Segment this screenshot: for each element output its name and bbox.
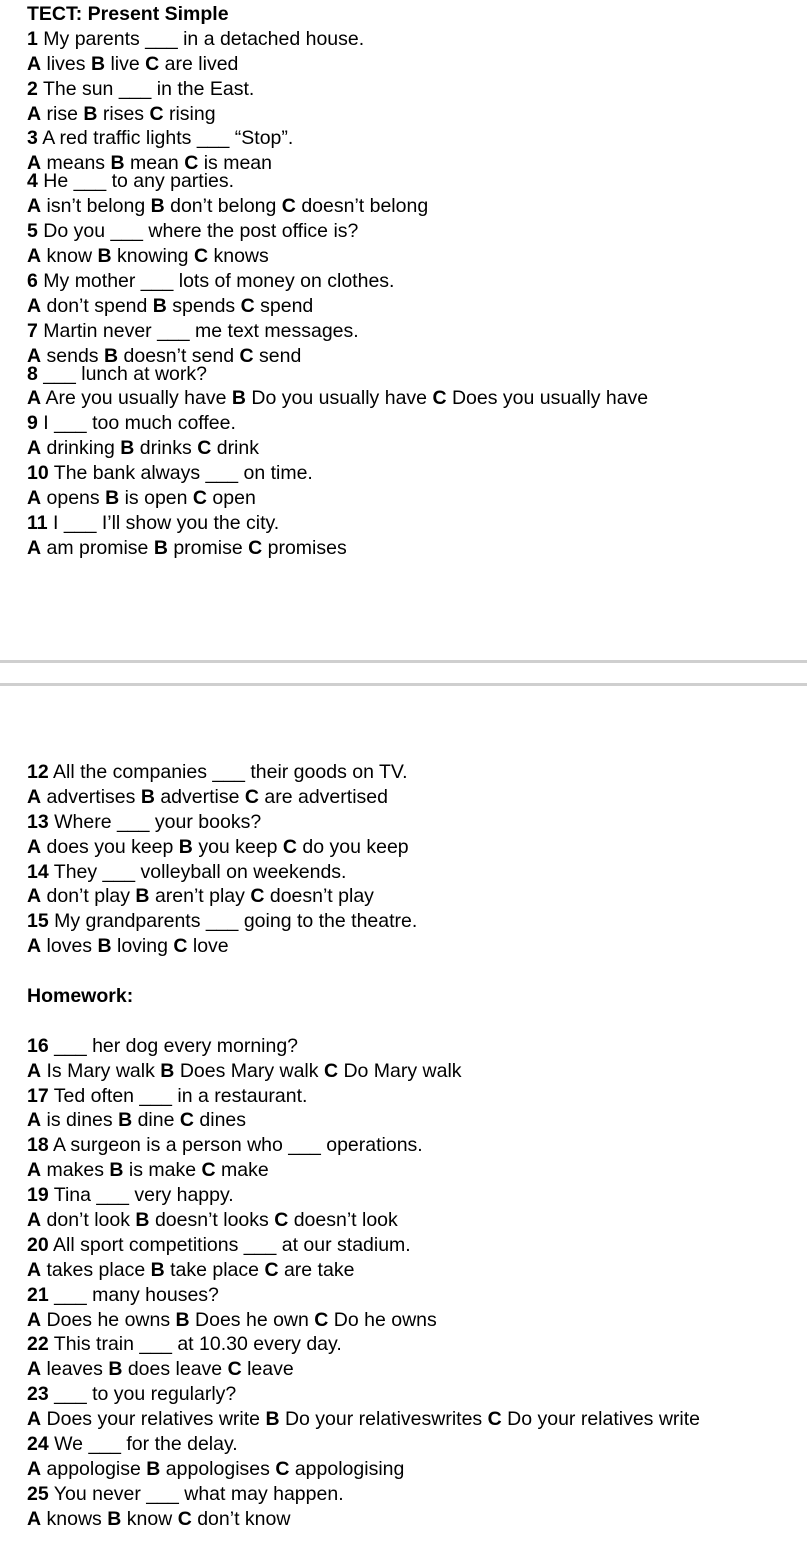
option-letter-b: B xyxy=(135,885,150,908)
option-text-c[interactable]: love xyxy=(192,935,229,958)
option-letter-c: C xyxy=(275,1457,290,1480)
question-text: ___ many houses? xyxy=(54,1283,219,1306)
question-number: 2 xyxy=(27,77,38,100)
option-text-a[interactable]: takes place xyxy=(46,1258,146,1281)
question-14 xyxy=(27,860,807,885)
question-text: My grandparents ___ going to the theatre. xyxy=(54,910,418,933)
question-17 xyxy=(27,1084,807,1109)
question-11 xyxy=(27,511,807,536)
option-text-c[interactable]: leave xyxy=(247,1358,294,1381)
option-text-c[interactable]: is mean xyxy=(203,152,272,170)
option-letter-b: B xyxy=(265,1408,280,1431)
question-text: ___ lunch at work? xyxy=(43,362,207,385)
option-text-a[interactable]: Does he owns xyxy=(46,1308,171,1331)
answer-options-5 xyxy=(27,244,807,269)
question-number: 24 xyxy=(27,1433,49,1456)
option-text-c[interactable]: doesn’t look xyxy=(293,1209,398,1232)
option-text-c[interactable]: drink xyxy=(216,437,259,460)
option-text-a[interactable]: makes xyxy=(46,1159,104,1182)
option-letter-c: C xyxy=(193,245,209,268)
answer-options-11 xyxy=(27,536,807,561)
answer-options-19 xyxy=(27,1208,807,1233)
answer-options-9 xyxy=(27,436,807,461)
question-number: 20 xyxy=(27,1233,49,1256)
question-text: We ___ for the delay. xyxy=(54,1433,238,1456)
option-text-a[interactable]: opens xyxy=(46,487,100,510)
option-letter-a: A xyxy=(27,437,42,460)
answer-options-1 xyxy=(27,52,807,77)
option-text-a[interactable]: don’t play xyxy=(46,885,130,908)
option-letter-b: B xyxy=(153,536,168,559)
option-text-b[interactable]: Do you usually have xyxy=(251,387,428,410)
option-letter-b: B xyxy=(135,1209,150,1232)
page-divider-top xyxy=(0,660,807,663)
question-number: 23 xyxy=(27,1383,49,1406)
answer-options-20 xyxy=(27,1258,807,1283)
option-letter-b: B xyxy=(175,1308,190,1331)
option-letter-b: B xyxy=(140,785,155,808)
question-text: This train ___ at 10.30 every day. xyxy=(53,1333,342,1356)
option-text-c[interactable]: are lived xyxy=(164,52,239,75)
option-text-c[interactable]: doesn’t belong xyxy=(301,195,429,218)
question-text: They ___ volleyball on weekends. xyxy=(53,860,347,883)
option-text-b[interactable]: dine xyxy=(137,1109,175,1132)
option-letter-a: A xyxy=(27,536,42,559)
homework-heading: Homework: xyxy=(27,985,134,1008)
question-text: He ___ to any parties. xyxy=(43,170,235,193)
option-text-b[interactable]: doesn’t looks xyxy=(154,1209,269,1232)
option-text-b[interactable]: Do your relativeswrites xyxy=(284,1408,483,1431)
question-18 xyxy=(27,1133,807,1158)
option-letter-c: C xyxy=(149,102,164,125)
question-number: 3 xyxy=(27,127,38,150)
option-letter-c: C xyxy=(487,1408,502,1431)
option-letter-b: B xyxy=(105,487,120,510)
answer-options-10 xyxy=(27,486,807,511)
page-divider-bottom xyxy=(0,683,807,686)
option-letter-a: A xyxy=(27,1109,42,1132)
option-letter-a: A xyxy=(27,1358,42,1381)
answer-options-6 xyxy=(27,294,807,319)
question-text: ___ to you regularly? xyxy=(54,1383,237,1406)
option-text-b[interactable]: live xyxy=(110,52,140,75)
option-letter-c: C xyxy=(173,935,188,958)
option-letter-a: A xyxy=(27,1408,42,1431)
question-text: I ___ I’ll show you the city. xyxy=(53,511,280,534)
question-number: 12 xyxy=(27,761,49,783)
option-text-c[interactable]: Do Mary walk xyxy=(343,1059,462,1082)
question-text: I ___ too much coffee. xyxy=(43,412,236,435)
question-21 xyxy=(27,1283,807,1308)
question-2 xyxy=(27,77,807,102)
answer-options-21 xyxy=(27,1308,807,1333)
option-letter-b: B xyxy=(152,294,167,317)
question-number: 11 xyxy=(27,511,48,534)
question-text: All sport competitions ___ at our stadium. xyxy=(53,1233,411,1256)
answer-options-24 xyxy=(27,1457,807,1482)
option-letter-b: B xyxy=(109,1159,124,1182)
answer-options-2 xyxy=(27,102,807,127)
option-letter-c: C xyxy=(323,1059,339,1082)
question-15 xyxy=(27,909,807,934)
option-text-b[interactable]: appologises xyxy=(165,1457,270,1480)
option-letter-b: B xyxy=(146,1457,161,1480)
option-text-a[interactable]: appologise xyxy=(46,1457,141,1480)
answer-options-18 xyxy=(27,1158,807,1183)
question-3 xyxy=(27,126,807,151)
option-letter-a: A xyxy=(27,935,42,958)
option-text-a[interactable]: am promise xyxy=(46,536,149,559)
question-number: 25 xyxy=(27,1482,49,1505)
question-number: 4 xyxy=(27,170,38,193)
option-text-a[interactable]: don’t look xyxy=(46,1209,130,1232)
option-letter-a: A xyxy=(27,102,42,125)
question-number: 17 xyxy=(27,1084,49,1107)
option-letter-b: B xyxy=(97,935,112,958)
option-letter-b: B xyxy=(97,245,112,268)
option-text-c[interactable]: Do he owns xyxy=(333,1308,437,1331)
question-16 xyxy=(27,1034,807,1059)
option-text-a[interactable]: is dines xyxy=(46,1109,113,1132)
answer-options-22 xyxy=(27,1357,807,1382)
test-section-2 xyxy=(27,760,807,1532)
option-text-b[interactable]: know xyxy=(126,1507,173,1530)
question-text: Where ___ your books? xyxy=(54,810,262,833)
option-text-a[interactable]: don’t spend xyxy=(46,294,148,317)
option-letter-b: B xyxy=(90,52,106,75)
answer-options-15 xyxy=(27,934,807,959)
question-text: The bank always ___ on time. xyxy=(53,462,313,485)
option-letter-c: C xyxy=(145,52,160,75)
option-text-a[interactable]: lives xyxy=(46,52,86,75)
option-letter-a: A xyxy=(27,785,42,808)
answer-options-16 xyxy=(27,1059,807,1084)
option-text-a[interactable]: leaves xyxy=(46,1358,103,1381)
option-letter-b: B xyxy=(108,1358,123,1381)
question-number: 18 xyxy=(27,1134,49,1157)
question-number: 7 xyxy=(27,319,38,342)
question-1 xyxy=(27,27,807,52)
option-letter-c: C xyxy=(201,1159,216,1182)
question-19 xyxy=(27,1183,807,1208)
question-4 xyxy=(27,169,807,194)
option-letter-b: B xyxy=(160,1059,175,1082)
option-letter-a: A xyxy=(27,1507,42,1530)
question-list-1 xyxy=(27,27,807,561)
answer-options-14 xyxy=(27,884,807,909)
option-letter-c: C xyxy=(244,785,259,808)
question-number: 22 xyxy=(27,1333,49,1356)
option-text-b[interactable]: knowing xyxy=(116,245,189,268)
option-text-b[interactable]: don’t belong xyxy=(170,195,277,218)
option-letter-c: C xyxy=(240,294,255,317)
question-text: Tina ___ very happy. xyxy=(53,1184,234,1207)
option-text-c[interactable]: do you keep xyxy=(302,835,409,858)
question-number: 16 xyxy=(27,1034,49,1057)
question-6 xyxy=(27,269,807,294)
question-number: 14 xyxy=(27,860,49,883)
option-text-c[interactable]: are advertised xyxy=(264,785,388,808)
option-text-b[interactable]: loving xyxy=(116,935,168,958)
option-text-c[interactable]: are take xyxy=(283,1258,355,1281)
option-letter-b: B xyxy=(107,1507,122,1530)
spacer xyxy=(27,1009,807,1034)
option-letter-c: C xyxy=(264,1258,279,1281)
question-number: 9 xyxy=(27,412,38,435)
option-letter-a: A xyxy=(27,1159,42,1182)
option-letter-a: A xyxy=(27,245,42,268)
question-20 xyxy=(27,1233,807,1258)
question-13 xyxy=(27,810,807,835)
option-text-b[interactable]: aren’t play xyxy=(154,885,245,908)
option-text-b[interactable]: you keep xyxy=(198,835,278,858)
option-letter-b: B xyxy=(110,152,125,170)
option-text-c[interactable]: open xyxy=(212,487,256,510)
option-text-a[interactable]: isn’t belong xyxy=(46,195,146,218)
option-text-c[interactable]: spend xyxy=(260,294,314,317)
option-text-c[interactable]: don’t know xyxy=(197,1507,291,1530)
option-letter-a: A xyxy=(27,344,42,362)
option-letter-a: A xyxy=(27,294,42,317)
option-text-c[interactable]: promises xyxy=(267,536,347,559)
option-letter-c: C xyxy=(177,1507,192,1530)
option-text-c[interactable]: send xyxy=(259,344,302,362)
test-section-1 xyxy=(27,2,807,561)
question-number: 8 xyxy=(27,362,38,385)
option-text-a[interactable]: drinking xyxy=(46,437,115,460)
answer-options-4 xyxy=(27,194,807,219)
option-letter-a: A xyxy=(27,1059,42,1082)
option-text-a[interactable]: Are you usually have xyxy=(45,387,227,410)
option-letter-c: C xyxy=(184,152,199,170)
question-text: My mother ___ lots of money on clothes. xyxy=(43,269,395,292)
option-text-b[interactable]: is open xyxy=(124,487,188,510)
option-letter-b: B xyxy=(150,1258,165,1281)
question-22 xyxy=(27,1332,807,1357)
option-text-c[interactable]: doesn’t play xyxy=(269,885,374,908)
option-text-a[interactable]: means xyxy=(46,152,106,170)
answer-options-8 xyxy=(27,386,807,411)
question-text: The sun ___ in the East. xyxy=(42,77,255,100)
homework-list xyxy=(27,1034,807,1532)
option-letter-a: A xyxy=(27,52,42,75)
option-text-c[interactable]: make xyxy=(221,1159,269,1182)
option-text-b[interactable]: spends xyxy=(172,294,236,317)
option-text-a[interactable]: rise xyxy=(46,102,78,125)
answer-options-23 xyxy=(27,1407,807,1432)
option-text-b[interactable]: take place xyxy=(170,1258,260,1281)
option-letter-c: C xyxy=(432,387,447,410)
option-letter-c: C xyxy=(239,344,254,362)
option-text-a[interactable]: know xyxy=(46,245,93,268)
option-text-a[interactable]: advertises xyxy=(46,785,136,808)
option-letter-c: C xyxy=(281,195,296,218)
option-text-a[interactable]: Is Mary walk xyxy=(46,1059,155,1082)
question-10 xyxy=(27,461,807,486)
question-text: All the companies ___ their goods on TV. xyxy=(53,761,408,783)
option-letter-c: C xyxy=(197,437,212,460)
spacer xyxy=(27,959,807,984)
option-text-a[interactable]: does you keep xyxy=(46,835,174,858)
option-letter-a: A xyxy=(27,387,42,410)
page-title: TECT: Present Simple xyxy=(27,3,229,25)
option-text-a[interactable]: knows xyxy=(46,1507,102,1530)
option-letter-b: B xyxy=(231,387,246,410)
question-text: My parents ___ in a detached house. xyxy=(43,27,365,50)
question-number: 15 xyxy=(27,910,49,933)
question-number: 19 xyxy=(27,1184,49,1207)
option-letter-b: B xyxy=(118,1109,133,1132)
question-24 xyxy=(27,1432,807,1457)
answer-options-12 xyxy=(27,785,807,810)
option-letter-c: C xyxy=(274,1209,289,1232)
question-text: A red traffic lights ___ “Stop”. xyxy=(42,127,294,150)
question-8 xyxy=(27,362,807,387)
question-number: 6 xyxy=(27,269,38,292)
question-text: A surgeon is a person who ___ operations. xyxy=(53,1134,423,1157)
option-text-b[interactable]: does leave xyxy=(127,1358,223,1381)
option-letter-a: A xyxy=(27,1457,42,1480)
option-letter-a: A xyxy=(27,835,42,858)
answer-options-25 xyxy=(27,1507,807,1532)
question-7 xyxy=(27,319,807,344)
option-letter-a: A xyxy=(27,885,42,908)
option-text-b[interactable]: advertise xyxy=(160,785,240,808)
option-letter-c: C xyxy=(250,885,265,908)
option-letter-a: A xyxy=(27,1308,42,1331)
question-9 xyxy=(27,411,807,436)
question-text: Martin never ___ me text messages. xyxy=(43,319,359,342)
option-text-c[interactable]: Does you usually have xyxy=(451,387,649,410)
option-text-b[interactable]: promise xyxy=(173,536,243,559)
question-text: Do you ___ where the post office is? xyxy=(43,220,359,243)
option-text-b[interactable]: is make xyxy=(128,1159,197,1182)
option-text-b[interactable]: rises xyxy=(102,102,145,125)
answer-options-3 xyxy=(27,151,807,169)
option-letter-c: C xyxy=(179,1109,194,1132)
option-letter-a: A xyxy=(27,152,42,170)
question-5 xyxy=(27,219,807,244)
question-number: 10 xyxy=(27,462,49,485)
option-text-a[interactable]: Does your relatives write xyxy=(46,1408,261,1431)
option-letter-a: A xyxy=(27,487,42,510)
option-text-b[interactable]: drinks xyxy=(139,437,192,460)
option-text-c[interactable]: knows xyxy=(213,245,269,268)
option-text-b[interactable]: Does he own xyxy=(195,1308,309,1331)
question-25 xyxy=(27,1482,807,1507)
option-letter-c: C xyxy=(192,487,207,510)
question-12 xyxy=(27,760,807,785)
option-text-c[interactable]: rising xyxy=(168,102,216,125)
option-letter-c: C xyxy=(227,1358,242,1381)
answer-options-17 xyxy=(27,1108,807,1133)
option-text-b[interactable]: Does Mary walk xyxy=(179,1059,319,1082)
option-text-b[interactable]: doesn’t send xyxy=(123,344,235,362)
option-letter-a: A xyxy=(27,1209,42,1232)
option-letter-c: C xyxy=(248,536,263,559)
answer-options-13 xyxy=(27,835,807,860)
option-letter-a: A xyxy=(27,1258,42,1281)
option-letter-b: B xyxy=(103,344,119,362)
option-text-c[interactable]: dines xyxy=(199,1109,247,1132)
option-text-b[interactable]: mean xyxy=(129,152,179,170)
option-text-a[interactable]: loves xyxy=(46,935,93,958)
option-letter-c: C xyxy=(282,835,297,858)
option-text-c[interactable]: appologising xyxy=(294,1457,405,1480)
question-text: ___ her dog every morning? xyxy=(54,1034,299,1057)
option-text-a[interactable]: sends xyxy=(46,344,99,362)
option-text-c[interactable]: Do your relatives write xyxy=(507,1408,701,1431)
answer-options-7 xyxy=(27,344,807,362)
question-23 xyxy=(27,1382,807,1407)
option-letter-b: B xyxy=(83,102,98,125)
question-number: 21 xyxy=(27,1283,49,1306)
option-letter-b: B xyxy=(150,195,165,218)
question-text: You never ___ what may happen. xyxy=(53,1482,344,1505)
question-list-2 xyxy=(27,760,807,959)
option-letter-a: A xyxy=(27,195,42,218)
question-number: 13 xyxy=(27,810,49,833)
option-letter-b: B xyxy=(120,437,135,460)
question-number: 1 xyxy=(27,27,38,50)
option-letter-b: B xyxy=(178,835,193,858)
option-letter-c: C xyxy=(314,1308,329,1331)
question-number: 5 xyxy=(27,220,38,243)
question-text: Ted often ___ in a restaurant. xyxy=(53,1084,308,1107)
